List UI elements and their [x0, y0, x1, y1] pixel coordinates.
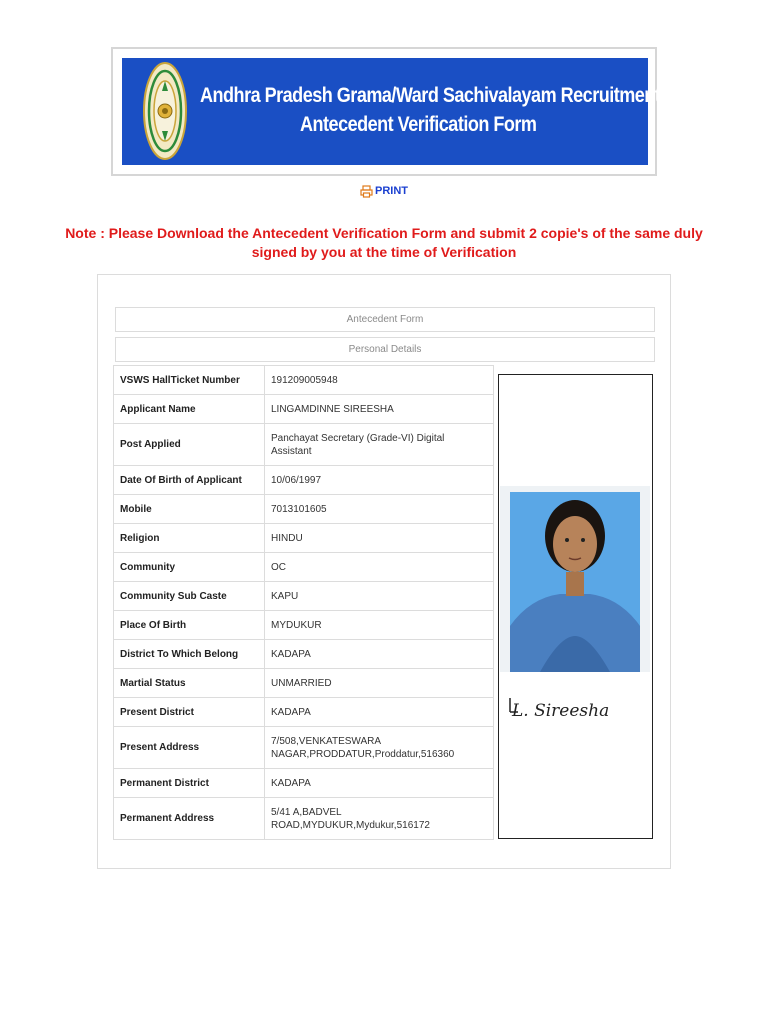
field-value: 5/41 A,BADVEL ROAD,MYDUKUR,Mydukur,516172 [265, 798, 494, 840]
field-value: KADAPA [265, 769, 494, 798]
table-row [114, 582, 494, 611]
field-label: Present Address [114, 727, 265, 769]
antecedent-form-card [97, 274, 671, 869]
table-row [114, 524, 494, 553]
field-label: Present District [114, 698, 265, 727]
print-button[interactable] [360, 183, 408, 199]
field-value: 7013101605 [265, 495, 494, 524]
field-value: OC [265, 553, 494, 582]
printer-icon [360, 185, 373, 198]
applicant-photo [500, 486, 650, 728]
header-banner [122, 58, 713, 165]
table-row [114, 553, 494, 582]
form-section-title: Antecedent Form [115, 307, 655, 332]
field-value: 191209005948 [265, 366, 494, 395]
table-row [114, 769, 494, 798]
table-row [114, 366, 494, 395]
field-label: District To Which Belong [114, 640, 265, 669]
field-label: Mobile [114, 495, 265, 524]
banner-title: Andhra Pradesh Grama/Ward Sachivalayam Recruitment - 2019 [200, 84, 713, 107]
table-row [114, 640, 494, 669]
field-value: KADAPA [265, 640, 494, 669]
print-label: PRINT [375, 185, 408, 197]
table-row [114, 798, 494, 840]
header-banner-frame [111, 47, 713, 176]
field-value: 10/06/1997 [265, 466, 494, 495]
field-value: MYDUKUR [265, 611, 494, 640]
table-row [114, 727, 494, 769]
table-row [114, 424, 494, 466]
field-label: Permanent Address [114, 798, 265, 840]
field-label: Martial Status [114, 669, 265, 698]
field-value: 7/508,VENKATESWARA NAGAR,PRODDATUR,Proddatur,516360 [265, 727, 494, 769]
table-row [114, 669, 494, 698]
table-row [114, 466, 494, 495]
applicant-signature: L. Sireesha [512, 701, 610, 721]
field-label: Post Applied [114, 424, 265, 466]
field-value: UNMARRIED [265, 669, 494, 698]
banner-subtitle: Antecedent Verification Form [300, 113, 537, 136]
field-value: HINDU [265, 524, 494, 553]
personal-details-table [113, 365, 494, 840]
field-value: LINGAMDINNE SIREESHA [265, 395, 494, 424]
table-row [114, 611, 494, 640]
personal-details-title: Personal Details [115, 337, 655, 362]
field-label: Applicant Name [114, 395, 265, 424]
field-label: Date Of Birth of Applicant [114, 466, 265, 495]
field-label: Permanent District [114, 769, 265, 798]
table-row [114, 395, 494, 424]
field-label: Place Of Birth [114, 611, 265, 640]
ap-state-emblem-icon [142, 59, 188, 163]
field-label: Community Sub Caste [114, 582, 265, 611]
field-label: Religion [114, 524, 265, 553]
field-value: KADAPA [265, 698, 494, 727]
photo-frame [498, 374, 653, 839]
field-label: Community [114, 553, 265, 582]
table-row [114, 495, 494, 524]
field-value: Panchayat Secretary (Grade-VI) Digital Assistant [265, 424, 494, 466]
field-label: VSWS HallTicket Number [114, 366, 265, 395]
table-row [114, 698, 494, 727]
field-value: KAPU [265, 582, 494, 611]
download-note: Note : Please Download the Antecedent Verification Form and submit 2 copie's of the same duly signed by you at the time of Verification [65, 225, 703, 260]
